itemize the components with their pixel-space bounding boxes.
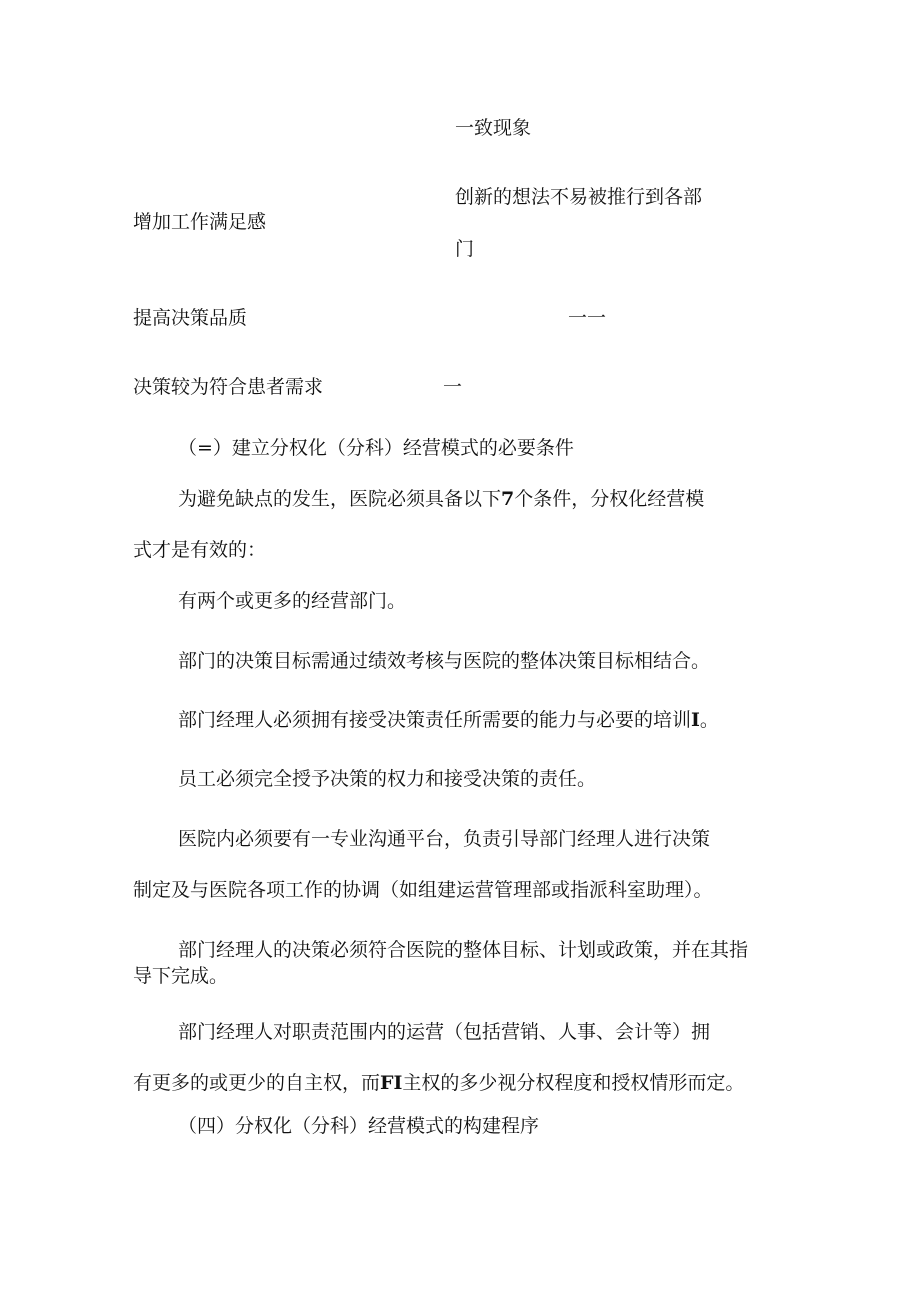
condition-7-line-1: 部门经理人对职责范围内的运营（包括营销、人事、会计等）拥 bbox=[178, 1021, 711, 1043]
intro-number: 7 bbox=[501, 488, 515, 510]
condition-6-line-2: 导下完成。 bbox=[133, 965, 229, 987]
condition-3 bbox=[178, 711, 719, 730]
condition-7-text-a: 有更多的或更少的自主权，而 bbox=[133, 1072, 381, 1094]
table-right-line-2a: 创新的想法不易被推行到各部 bbox=[455, 186, 703, 208]
table-right-line-1: 一致现象 bbox=[455, 117, 532, 139]
table-right-line-2b: 门 bbox=[455, 238, 475, 260]
intro-text-a: 为避免缺点的发生，医院必须具备以下 bbox=[178, 488, 502, 510]
condition-5-line-2: 制定及与医院各项工作的协调（如组建运营管理部或指派科室助理）。 bbox=[133, 879, 713, 901]
section3-intro-line-1 bbox=[178, 490, 704, 509]
condition-5-line-1: 医院内必须要有一专业沟通平台，负责引导部门经理人进行决策 bbox=[178, 828, 711, 850]
condition-7-mark: FI bbox=[380, 1072, 403, 1094]
table-left-row-2: 提高决策品质 bbox=[133, 307, 248, 329]
condition-4: 员工必须完全授予决策的权力和接受决策的责任。 bbox=[178, 768, 597, 790]
condition-7-text-b: 主权的多少视分权程度和授权情形而定。 bbox=[402, 1072, 745, 1094]
condition-1: 有两个或更多的经营部门。 bbox=[178, 590, 407, 612]
condition-3-text-a: 部门经理人必须拥有接受决策责任所需要的能力与必要的培训 bbox=[178, 709, 692, 731]
table-right-row-3: 一 bbox=[443, 376, 463, 398]
condition-3-mark: I bbox=[691, 709, 700, 731]
condition-2: 部门的决策目标需通过绩效考核与医院的整体决策目标相结合。 bbox=[178, 650, 711, 672]
section3-heading: （=）建立分权化（分科）经营模式的必要条件 bbox=[178, 437, 574, 459]
condition-6-line-1: 部门经理人的决策必须符合医院的整体目标、计划或政策，并在其指 bbox=[178, 939, 749, 961]
table-right-row-2: 一一 bbox=[568, 307, 607, 329]
section3-intro-line-2: 式才是有效的： bbox=[133, 539, 267, 561]
table-left-row-3: 决策较为符合患者需求 bbox=[133, 376, 324, 398]
condition-7-line-2 bbox=[133, 1074, 744, 1093]
table-left-row-1: 增加工作满足感 bbox=[133, 211, 267, 233]
condition-3-text-b: 。 bbox=[699, 709, 719, 731]
section4-heading: （四）分权化（分科）经营模式的构建程序 bbox=[178, 1115, 540, 1137]
intro-text-b: 个条件，分权化经营模 bbox=[514, 488, 705, 510]
